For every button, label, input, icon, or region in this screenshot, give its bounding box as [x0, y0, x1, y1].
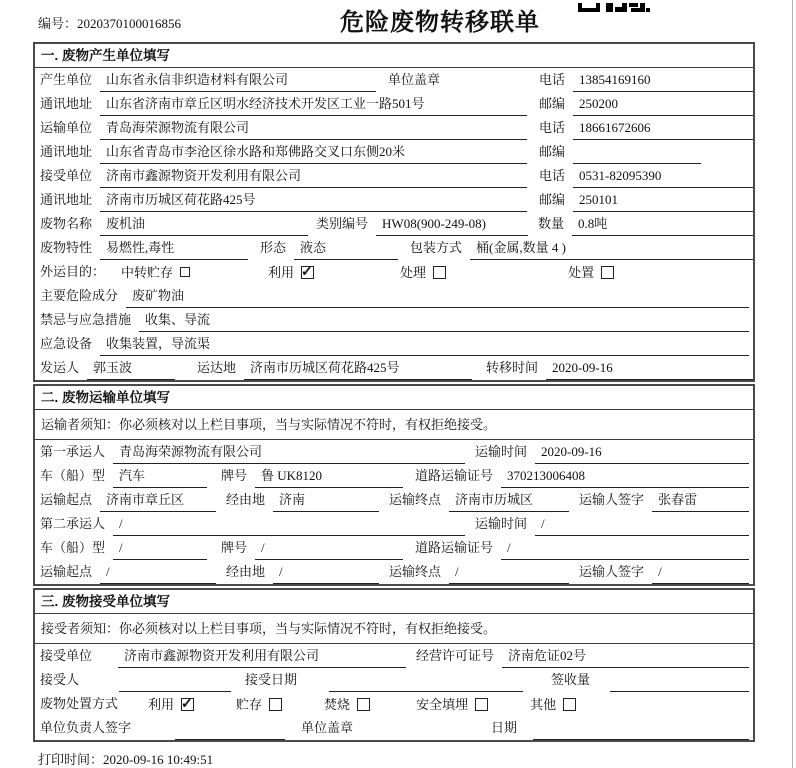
receiver-zip-label: 邮编 [538, 192, 565, 207]
row-receiver-address [35, 188, 753, 212]
carrier1-license-label: 道路运输证号 [415, 468, 494, 483]
transporter-unit-value: 青岛海荣源物流有限公司 [100, 116, 527, 140]
destination-value: 济南市历城区荷花路425号 [244, 356, 472, 380]
section-receiver [33, 588, 755, 742]
row-carrier2-route [35, 560, 753, 584]
transporter-address-value: 山东省青岛市李沧区徐水路和郑佛路交叉口东侧20米 [100, 140, 527, 164]
row-emergency-equipment [35, 332, 753, 356]
category-label: 类别编号 [316, 216, 369, 231]
row-carrier1-vehicle [35, 464, 753, 488]
carrier1-license-value: 370213006408 [501, 464, 749, 488]
row-transporter-address [35, 140, 753, 164]
receiver-zip-value: 250101 [573, 188, 753, 212]
checkbox-dispose [601, 266, 614, 279]
receiver-address-label: 通讯地址 [40, 192, 93, 207]
characteristics-value: 易燃性,毒性 [100, 236, 248, 260]
receiver-phone-value: 0531-82095390 [573, 164, 753, 188]
print-time-label: 打印时间： [38, 752, 104, 767]
producer-zip-value: 250200 [573, 92, 753, 116]
checkbox-disposal-storage [269, 698, 282, 711]
option-disposal-storage-label: 贮存 [236, 696, 263, 712]
disposal-label: 废物处置方式 [40, 696, 119, 711]
receiver-address-value: 济南市历城区荷花路425号 [100, 188, 527, 212]
carrier1-origin-label: 运输起点 [40, 492, 93, 507]
option-treat-label: 处理 [400, 264, 427, 280]
accept-unit-value: 济南市鑫源物资开发利用有限公司 [118, 644, 406, 668]
option-disposal-landfill [416, 692, 488, 716]
carrier1-label: 第一承运人 [40, 444, 106, 459]
seal-spacer [361, 716, 491, 740]
row-receiver-unit [35, 164, 753, 188]
option-dispose-label: 处置 [568, 264, 595, 280]
receiver-unit-label: 接受单位 [40, 168, 93, 183]
packing-label: 包装方式 [410, 240, 463, 255]
option-treat [400, 260, 446, 284]
category-value: HW08(900-249-08) [376, 212, 528, 236]
section-transporter [33, 384, 755, 586]
option-disposal-other-label: 其他 [530, 696, 557, 712]
carrier1-plate-label: 牌号 [221, 468, 248, 483]
carrier2-end-value: / [449, 560, 569, 584]
carrier2-license-label: 道路运输证号 [415, 540, 494, 555]
qr-code-icon [578, 0, 650, 9]
carrier2-via-label: 经由地 [226, 564, 266, 579]
transporter-zip-label: 邮编 [538, 144, 565, 159]
transfer-date-label: 转移时间 [486, 360, 539, 375]
carrier1-sign-label: 运输人签字 [579, 492, 645, 507]
option-disposal-utilize [148, 692, 194, 716]
permit-label: 经营许可证号 [416, 648, 495, 663]
accept-date-value [329, 668, 523, 692]
option-utilize [268, 260, 314, 284]
row-hazard-components [35, 284, 753, 308]
option-transit-storage [121, 260, 190, 284]
transporter-notice: 运输者须知：你必须核对以上栏目事项，当与实际情况不符时，有权拒绝接受。 [35, 410, 753, 440]
document-number-label: 编号： [38, 16, 78, 31]
producer-address-label: 通讯地址 [40, 96, 93, 111]
transporter-phone-value: 18661672606 [573, 116, 753, 140]
carrier1-via-value: 济南 [273, 488, 379, 512]
document-title: 危险废物转移联单 [340, 9, 540, 36]
row-producer-address [35, 92, 753, 116]
section-producer [33, 42, 755, 382]
date-value [533, 716, 749, 740]
carrier2-via-value: / [273, 560, 379, 584]
option-disposal-incinerate [324, 692, 370, 716]
date-label: 日期 [491, 720, 518, 735]
print-time-value: 2020-09-16 10:49:51 [103, 752, 214, 767]
carrier2-time-label: 运输时间 [474, 516, 527, 531]
unit-seal-label: 单位盖章 [388, 72, 441, 87]
acceptor-label: 接受人 [40, 672, 80, 687]
row-carrier1 [35, 440, 753, 464]
carrier1-vehicle-value: 汽车 [113, 464, 207, 488]
option-disposal-utilize-label: 利用 [148, 696, 175, 712]
unit-seal-label-2: 单位盖章 [301, 720, 354, 735]
acceptor-value [119, 668, 231, 692]
row-taboo-measures [35, 308, 753, 332]
permit-value: 济南危证02号 [502, 644, 749, 668]
form-value: 液态 [294, 236, 398, 260]
row-waste-characteristics [35, 236, 753, 260]
carrier2-end-label: 运输终点 [389, 564, 442, 579]
purpose-label: 外运目的： [40, 264, 106, 279]
carrier1-end-value: 济南市历城区 [449, 488, 569, 512]
option-disposal-other [530, 692, 576, 716]
form-label: 形态 [260, 240, 287, 255]
carrier1-sign-value: 张春雷 [652, 488, 749, 512]
row-acceptor [35, 668, 753, 692]
carrier2-vehicle-label: 车（船）型 [40, 540, 106, 555]
document-number-value: 2020370100016856 [77, 16, 182, 31]
row-head-signature [35, 716, 753, 740]
carrier2-time-value: / [535, 512, 749, 536]
checkbox-transit-storage [180, 267, 190, 277]
carrier2-vehicle-value: / [113, 536, 207, 560]
producer-phone-label: 电话 [538, 72, 565, 87]
section-producer-heading: 一. 废物产生单位填写 [35, 44, 753, 68]
accept-date-label: 接受日期 [245, 672, 298, 687]
carrier2-sign-value: / [652, 560, 749, 584]
characteristics-label: 废物特性 [40, 240, 93, 255]
quantity-value: 0.8吨 [572, 212, 753, 236]
producer-phone-value: 13854169160 [573, 68, 753, 92]
destination-label: 运达地 [197, 360, 237, 375]
carrier1-plate-value: 鲁 UK8120 [255, 464, 403, 488]
row-producer-unit [35, 68, 753, 92]
document-number [38, 13, 181, 32]
consignor-label: 发运人 [40, 360, 80, 375]
carrier2-sign-label: 运输人签字 [579, 564, 645, 579]
option-disposal-landfill-label: 安全填埋 [416, 696, 469, 712]
page-edge-line [792, 0, 793, 768]
option-utilize-label: 利用 [268, 264, 295, 280]
hazard-value: 废矿物油 [126, 284, 749, 308]
transporter-phone-label: 电话 [538, 120, 565, 135]
carrier1-vehicle-label: 车（船）型 [40, 468, 106, 483]
row-transport-purpose [35, 260, 753, 284]
receiver-phone-label: 电话 [538, 168, 565, 183]
transporter-address-label: 通讯地址 [40, 144, 93, 159]
section-receiver-heading: 三. 废物接受单位填写 [35, 590, 753, 614]
equipment-value: 收集装置，导流渠 [100, 332, 749, 356]
carrier1-via-label: 经由地 [226, 492, 266, 507]
row-carrier2-vehicle [35, 536, 753, 560]
producer-unit-label: 产生单位 [40, 72, 93, 87]
receiver-notice: 接受者须知：你必须核对以上栏目事项，当与实际情况不符时，有权拒绝接受。 [35, 614, 753, 644]
waste-name-value: 废机油 [100, 212, 308, 236]
row-transporter-unit [35, 116, 753, 140]
consignor-value: 郭玉波 [87, 356, 175, 380]
row-carrier1-route [35, 488, 753, 512]
document-header [0, 0, 796, 42]
checkbox-disposal-incinerate [357, 698, 370, 711]
carrier1-end-label: 运输终点 [389, 492, 442, 507]
transporter-zip-value [573, 140, 701, 164]
received-qty-label: 签收量 [551, 672, 591, 687]
carrier2-origin-label: 运输起点 [40, 564, 93, 579]
row-carrier2 [35, 512, 753, 536]
carrier2-value: / [113, 512, 465, 536]
head-sign-value [175, 716, 285, 740]
checkbox-disposal-landfill [475, 698, 488, 711]
transporter-unit-label: 运输单位 [40, 120, 93, 135]
taboo-value: 收集、导流 [139, 308, 749, 332]
head-sign-label: 单位负责人签字 [40, 720, 132, 735]
carrier2-label: 第二承运人 [40, 516, 106, 531]
transfer-date-value: 2020-09-16 [546, 356, 753, 380]
packing-value: 桶(金属,数量 4 ) [470, 236, 753, 260]
quantity-label: 数量 [538, 216, 565, 231]
receiver-unit-value: 济南市鑫源物资开发利用有限公司 [100, 164, 527, 188]
hazard-label: 主要危险成分 [40, 288, 119, 303]
section-transporter-heading: 二. 废物运输单位填写 [35, 386, 753, 410]
print-time [38, 749, 796, 768]
carrier2-plate-value: / [255, 536, 403, 560]
row-disposal-method [35, 692, 753, 716]
row-consignor [35, 356, 753, 380]
checkbox-disposal-other [563, 698, 576, 711]
equipment-label: 应急设备 [40, 336, 93, 351]
carrier1-value: 青岛海荣源物流有限公司 [113, 440, 465, 464]
carrier1-time-label: 运输时间 [474, 444, 527, 459]
waste-name-label: 废物名称 [40, 216, 93, 231]
carrier1-origin-value: 济南市章丘区 [100, 488, 216, 512]
accept-unit-label: 接受单位 [40, 648, 93, 663]
option-dispose [568, 260, 614, 284]
option-disposal-storage [236, 692, 282, 716]
checkbox-disposal-utilize [181, 698, 194, 711]
carrier1-time-value: 2020-09-16 [535, 440, 749, 464]
option-transit-storage-label: 中转贮存 [121, 264, 174, 280]
producer-address-value: 山东省济南市章丘区明水经济技术开发区工业一路501号 [100, 92, 527, 116]
row-accept-unit [35, 644, 753, 668]
row-waste-name [35, 212, 753, 236]
carrier2-origin-value: / [100, 560, 216, 584]
carrier2-license-value: / [501, 536, 749, 560]
producer-unit-value: 山东省永信非织造材料有限公司 [100, 68, 376, 92]
checkbox-utilize [301, 266, 314, 279]
option-disposal-incinerate-label: 焚烧 [324, 696, 351, 712]
taboo-label: 禁忌与应急措施 [40, 312, 132, 327]
received-qty-value [610, 668, 749, 692]
checkbox-treat [433, 266, 446, 279]
carrier2-plate-label: 牌号 [221, 540, 248, 555]
producer-zip-label: 邮编 [538, 96, 565, 111]
